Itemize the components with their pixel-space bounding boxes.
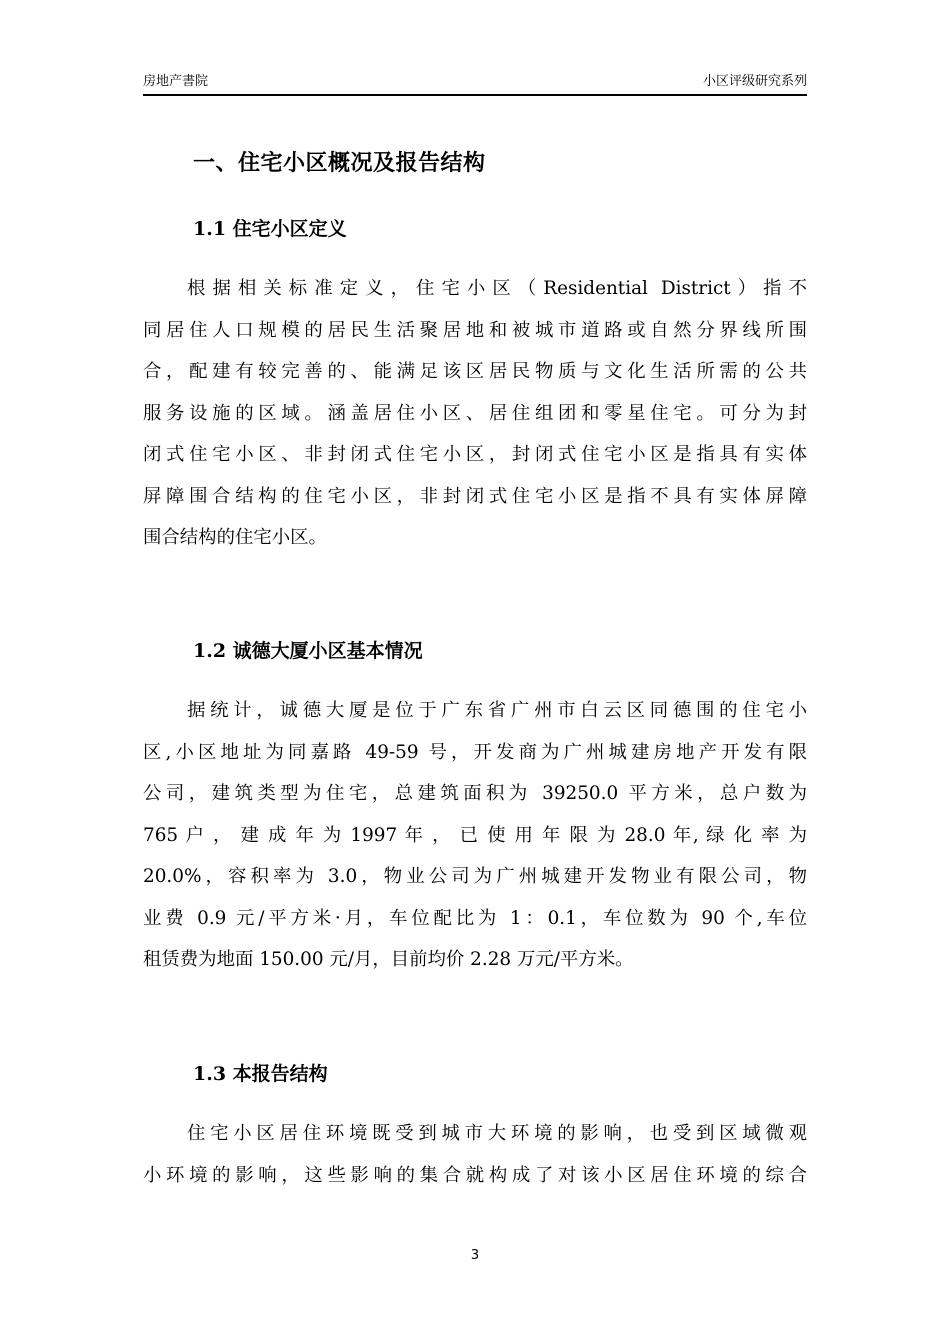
header-series-title: 小区评级研究系列 <box>702 74 807 89</box>
section-body-1-1 <box>143 268 807 559</box>
text-line: 公司，建筑类型为住宅，总建筑面积为 39250.0 平方米，总户数为 <box>143 783 807 804</box>
text-line: 服务设施的区域。涵盖居住小区、居住组团和零星住宅。可分为封 <box>143 402 807 424</box>
page-header <box>143 66 807 96</box>
text-line: 闭式住宅小区、非封闭式住宅小区，封闭式住宅小区是指具有实体 <box>143 444 807 465</box>
section-heading-1-3: 1.3 本报告结构 <box>193 1063 328 1085</box>
text-line: 租赁费为地面 150.00 元/月，目前均价 2.28 万元/平方米。 <box>143 949 634 970</box>
text-line: 同居住人口规模的居民生活聚居地和被城市道路或自然分界线所围 <box>143 319 807 341</box>
text-line: 根据相关标准定义，住宅小区（Residential District）指不 <box>187 278 807 299</box>
section-body-1-3 <box>143 1113 807 1196</box>
section-heading-1-2: 1.2 诚德大厦小区基本情况 <box>193 640 423 662</box>
page-number: 3 <box>470 1248 480 1263</box>
text-line: 围合结构的住宅小区。 <box>143 527 327 548</box>
text-line: 据统计，诚德大厦是位于广东省广州市白云区同德围的住宅小 <box>187 700 807 721</box>
text-line: 765 户 ， 建 成 年 为 1997 年 ， 已 使 用 年 限 为 28.0 年, 绿 化 率 为 <box>143 824 807 846</box>
text-line: 屏障围合结构的住宅小区，非封闭式住宅小区是指不具有实体屏障 <box>143 485 807 507</box>
chapter-title: 一、住宅小区概况及报告结构 <box>193 150 486 176</box>
header-publisher: 房地产書院 <box>143 74 209 89</box>
section-body-1-2 <box>143 690 807 981</box>
text-line: 业费 0.9 元/平方米·月，车位配比为 1：0.1，车位数为 90 个,车位 <box>143 907 807 929</box>
text-line: 区,小区地址为同嘉路 49-59 号，开发商为广州城建房地产开发有限 <box>143 741 807 763</box>
text-line: 小环境的影响，这些影响的集合就构成了对该小区居住环境的综合 <box>143 1164 807 1186</box>
section-heading-1-1: 1.1 住宅小区定义 <box>193 218 347 240</box>
text-line: 合，配建有较完善的、能满足该区居民物质与文化生活所需的公共 <box>143 361 807 382</box>
text-line: 20.0%，容积率为 3.0，物业公司为广州城建开发物业有限公司，物 <box>143 866 807 887</box>
text-line: 住宅小区居住环境既受到城市大环境的影响，也受到区域微观 <box>187 1123 807 1144</box>
